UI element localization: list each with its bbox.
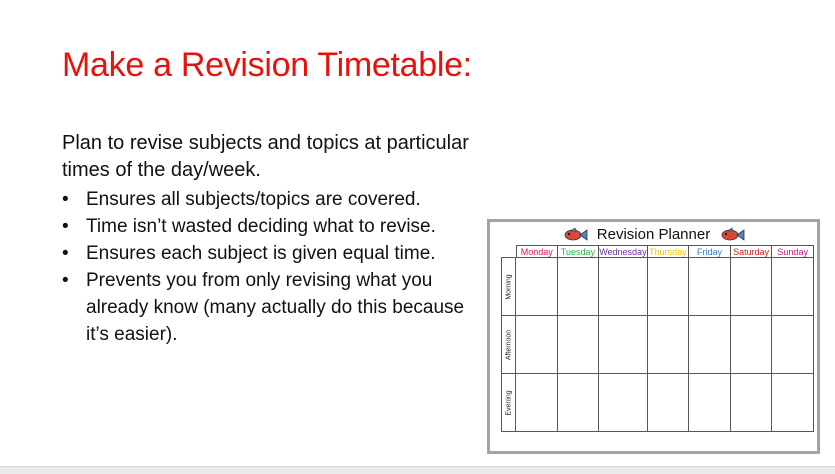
bullet-text: Ensures each subject is given equal time. <box>86 243 436 264</box>
planner-cell <box>731 374 773 432</box>
grid-corner <box>501 245 516 258</box>
day-header: Thursday <box>648 245 690 258</box>
bullet-icon: • <box>62 243 69 264</box>
day-header: Saturday <box>731 245 773 258</box>
planner-grid <box>501 245 814 432</box>
day-header: Friday <box>689 245 731 258</box>
planner-cell <box>689 374 731 432</box>
bullet-text: Time isn’t wasted deciding what to revise. <box>86 216 436 237</box>
bullet-text: Ensures all subjects/topics are covered. <box>86 189 421 210</box>
day-header: Sunday <box>772 245 814 258</box>
planner-cell <box>772 258 814 316</box>
revision-planner-image <box>487 219 820 454</box>
planner-cell <box>772 374 814 432</box>
day-header: Wednesday <box>599 247 647 257</box>
period-label <box>501 374 516 432</box>
planner-cell <box>558 374 600 432</box>
slide-bottom-border <box>0 466 835 474</box>
planner-title: Revision Planner <box>596 226 711 244</box>
slide-title: Make a Revision Timetable: <box>62 46 472 84</box>
planner-cell <box>689 258 731 316</box>
planner-cell <box>772 316 814 374</box>
day-header: Monday <box>516 245 558 258</box>
planner-header <box>490 226 817 246</box>
period-label <box>501 258 516 316</box>
day-header: Tuesday <box>558 245 600 258</box>
planner-cell <box>516 258 558 316</box>
planner-cell <box>558 258 600 316</box>
planner-cell <box>648 258 690 316</box>
bullet-item <box>62 240 482 267</box>
planner-cell <box>599 258 647 316</box>
planner-cell <box>648 316 690 374</box>
planner-cell <box>599 316 647 374</box>
planner-cell <box>558 316 600 374</box>
period-label-text: Evening <box>505 389 512 416</box>
planner-cell <box>516 374 558 432</box>
bullet-item <box>62 267 482 348</box>
planner-cell <box>731 316 773 374</box>
fish-icon <box>719 227 745 243</box>
period-label-text: Afternoon <box>505 329 512 360</box>
fish-icon <box>562 227 588 243</box>
bullet-text: Prevents you from only revising what you already know (many actually do this because it’s easier). <box>86 270 465 345</box>
bullet-item <box>62 213 482 240</box>
bullet-icon: • <box>62 270 69 291</box>
planner-cell <box>599 374 647 432</box>
planner-cell <box>648 374 690 432</box>
period-label <box>501 316 516 374</box>
planner-cell <box>731 258 773 316</box>
bullet-icon: • <box>62 216 69 237</box>
planner-cell <box>516 316 558 374</box>
bullet-icon: • <box>62 189 69 210</box>
period-label-text: Morning <box>505 273 512 300</box>
intro-text: Plan to revise subjects and topics at particular times of the day/week. <box>62 132 469 181</box>
bullet-item <box>62 186 482 213</box>
bullet-list <box>62 186 482 348</box>
planner-cell <box>689 316 731 374</box>
